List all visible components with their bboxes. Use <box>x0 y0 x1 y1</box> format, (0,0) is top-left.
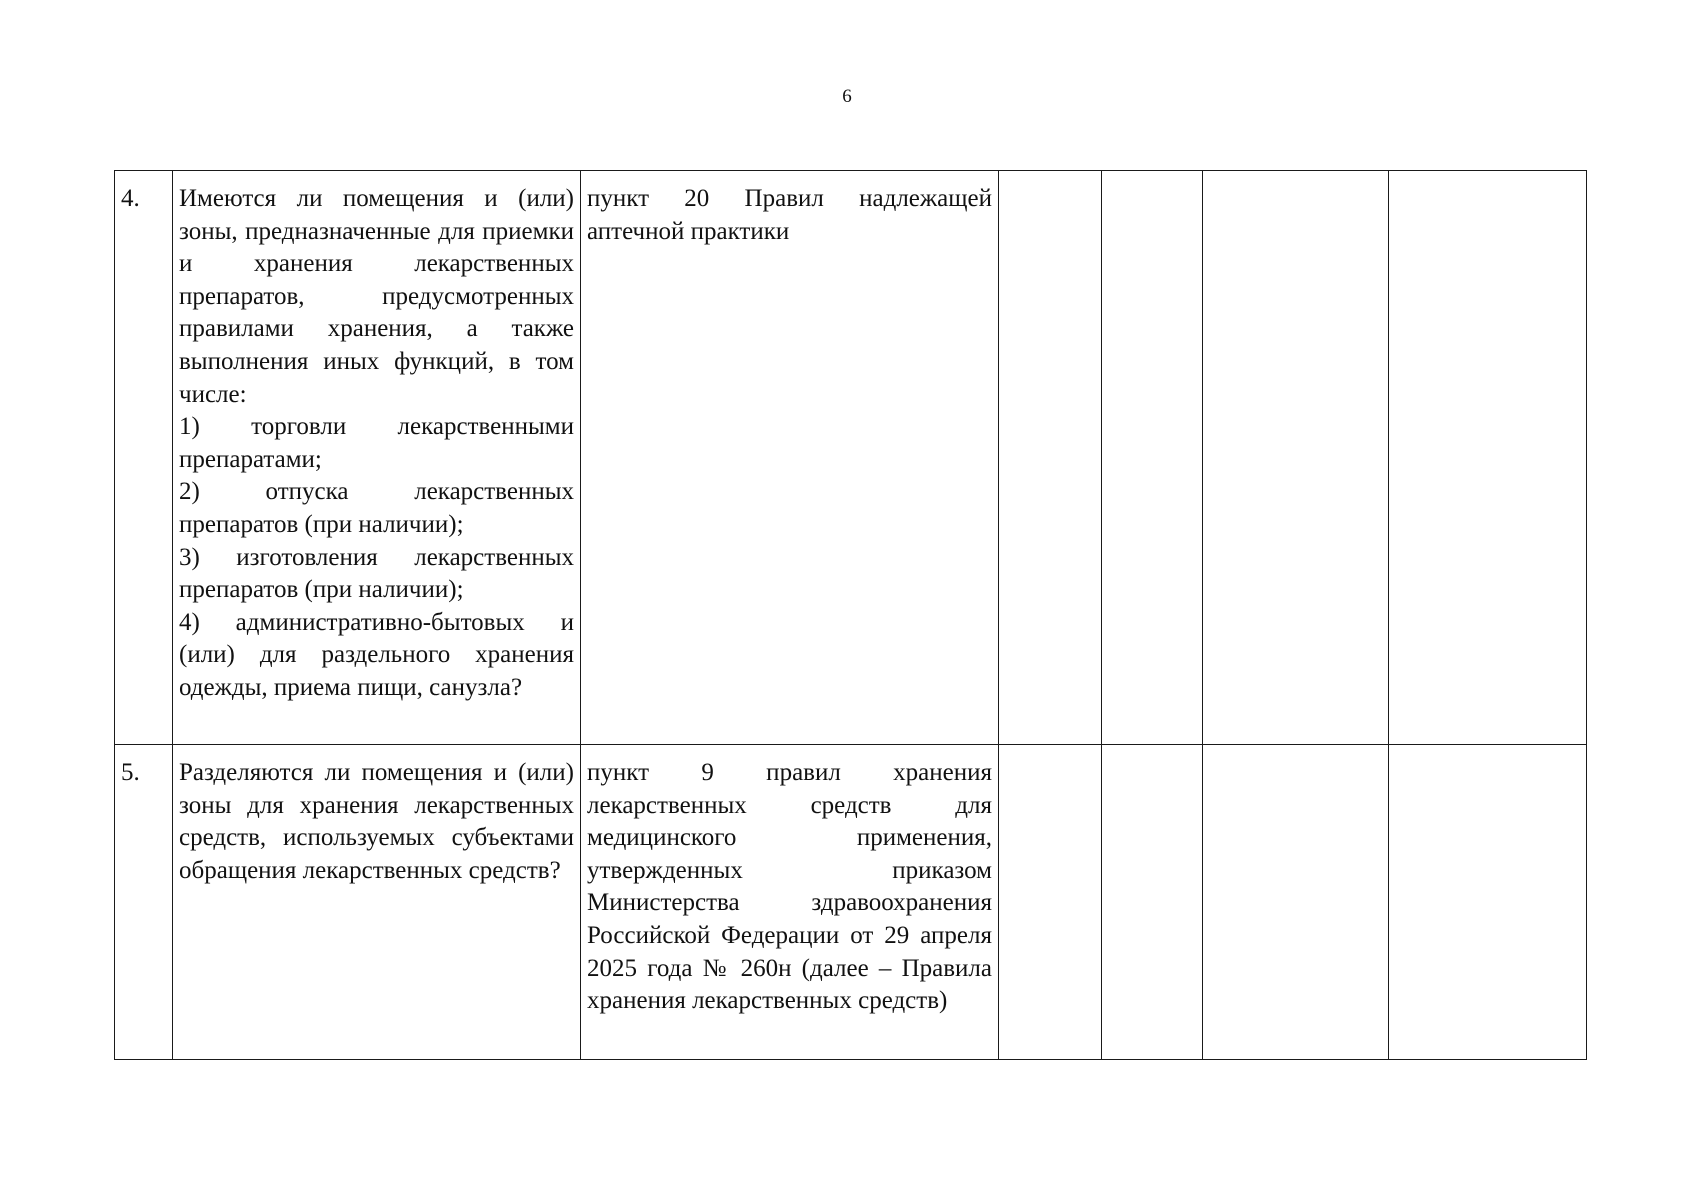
checklist-table <box>114 170 1587 1060</box>
row-number: 4. <box>115 171 173 745</box>
answer-cell[interactable] <box>1203 171 1389 745</box>
question-text: Имеются ли помещения и (или) зоны, предназначенные для приемки и хранения лекарственных препаратов, предусмотренных правилами хранения, а также выполнения иных функций, в том числе: <box>179 185 574 408</box>
row-number: 5. <box>115 745 173 1060</box>
answer-cell[interactable] <box>1102 745 1203 1060</box>
table-row <box>115 745 1587 1060</box>
list-item: 2) отпуска лекарственных препаратов (при наличии); <box>179 478 574 538</box>
page-number: 6 <box>842 86 852 107</box>
list-item: 3) изготовления лекарственных препаратов (при наличии); <box>179 543 574 604</box>
answer-cell[interactable] <box>1389 171 1587 745</box>
answer-cell[interactable] <box>1389 745 1587 1060</box>
answer-cell[interactable] <box>1102 171 1203 745</box>
answer-cell[interactable] <box>999 745 1102 1060</box>
question-cell <box>173 171 581 745</box>
reference-text: пункт 20 Правил надлежащей аптечной практики <box>587 185 992 245</box>
answer-cell[interactable] <box>1203 745 1389 1060</box>
reference-text: пункт 9 правил хранения лекарственных средств для медицинского применения, утвержденных приказом Министерства здравоохранения Российской Федерации от 29 апреля 2025 года № 260н (далее – Правила хранения лекарственных средств) <box>587 759 992 1015</box>
reference-cell <box>581 745 999 1060</box>
question-cell <box>173 745 581 1060</box>
question-text: Разделяются ли помещения и (или) зоны для хранения лекарственных средств, используемых субъектами обращения лекарственных средств? <box>179 759 574 884</box>
list-item: 1) торговли лекарственными препаратами; <box>179 413 574 473</box>
table-row <box>115 171 1587 745</box>
list-item: 4) административно-бытовых и (или) для раздельного хранения одежды, приема пищи, санузла? <box>179 608 574 701</box>
reference-cell <box>581 171 999 745</box>
answer-cell[interactable] <box>999 171 1102 745</box>
